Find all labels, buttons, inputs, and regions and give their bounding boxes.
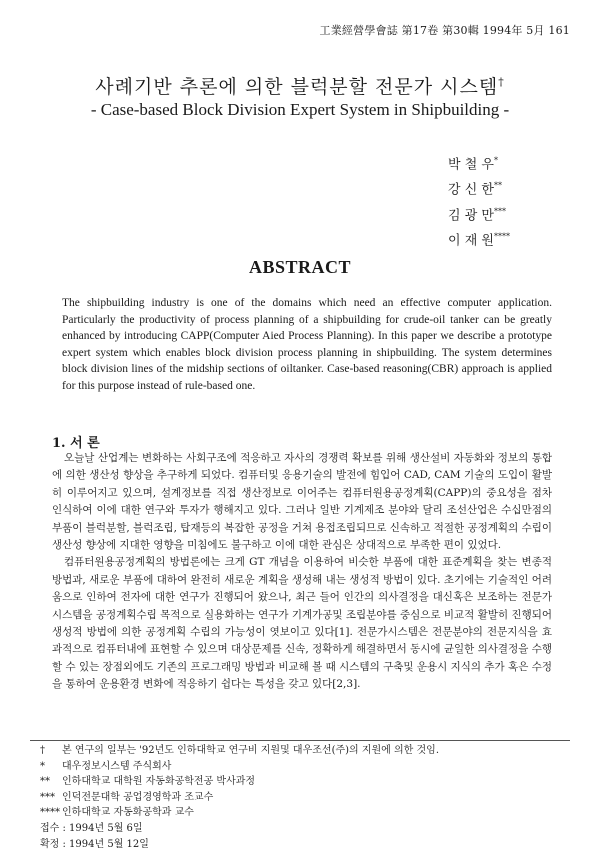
abstract-heading: ABSTRACT	[248, 257, 352, 277]
korean-title-text: 사례기반 추론에 의한 블럭분할 전문가 시스템	[95, 76, 499, 98]
author-entry	[448, 175, 510, 200]
body-paragraph: 오늘날 산업계는 변화하는 사회구조에 적응하고 자사의 경쟁력 확보를 위해 생산설비 자동화와 정보의 통합에 의한 생산성 향상을 추구하게 되었다. 컴퓨터및 응용기술의 발전에 힘입어 CAD, CAM 기술의 도입이 활발히 이루어지고 있으며, 설계정보를 직접 생산정보로 이어주는 컴퓨터원용공정계획(CAPP)의 중요성을 점차 인식하여 이에 대한 연구와 투자가 행해지고 있다. 그러나 일반 기계제조 분야와 달리 조선산업은 수십만점의 부품이 블럭분할, 블럭조립, 탑재등의 복잡한 공정을 거쳐 용접조립되므로 신속하고 적절한 공정계획의 수립이 생산성 향상에 지대한 영향을 미침에도 불구하고 이에 대한 관심은 상대적으로 부족한 편이 있었다.	[52, 452, 552, 552]
footnote	[40, 790, 560, 806]
footnote-mark: ****	[40, 807, 60, 819]
author-name: 이 재 원	[448, 233, 494, 249]
footnote-divider	[30, 740, 570, 741]
footnote-mark: *	[40, 760, 45, 772]
footnote-text: 인덕전문대학 공업경영학과 조교수	[62, 791, 214, 803]
author-affiliation-mark: ****	[493, 231, 510, 241]
footnotes	[40, 743, 560, 852]
body-paragraph: 컴퓨터원용공정계획의 방법론에는 크게 GT 개념을 이용하여 비슷한 부품에 대한 표준계획을 찾는 변종적 방법과, 새로운 부품에 대하여 완전히 새로운 계획을 생성해 내는 생성적 방법이 있다. 초기에는 기술적인 어려움으로 인하여 전자에 대한 연구가 진행되어 왔으나, 최근 들어 인간의 의사결정을 대신혹은 보조하는 전문가시스템을 공정계획수립 목적으로 실용화하는 연구가 기계가공및 조립분야를 중심으로 비교적 활발히 진행되어 생성적 방법에 의한 공정계획 수립의 가능성이 엿보이고 있다[1]. 전문가시스템은 전문분야의 전문지식을 효과적으로 컴퓨터내에 표현할 수 있으며 대상문제를 신속, 정확하게 해결하면서 동시에 균일한 의사결정을 수행할 수 있는 장점외에도 기존의 프로그래밍 방법과 비교해 볼 때 시스템의 구축및 운용시 지식의 추가 혹은 수정을 통하여 운용환경 변화에 적응하기 쉽다는 특성을 갖고 있다[2,3].	[52, 556, 552, 691]
abstract-text: The shipbuilding industry is one of the domains which need an effective computer application. Particularly the productivity of process planning of a shipbuilding for crude-oil tanker can be greatly enhanced by introducing CAPP(Computer Aied Process Planning). In this paper we describe a prototype expert system which enables block division process planning in shipbuilding. The system determines block division lines of the midship sections of oiltanker. Case-based reasoning(CBR) approach is applied for this purpose instead of rule-based one.	[62, 297, 552, 392]
title-footnote-mark: †	[498, 75, 505, 89]
english-title: - Case-based Block Division Expert System in Shipbuilding -	[90, 100, 510, 119]
introduction-body	[52, 450, 552, 694]
author-entry	[448, 201, 510, 226]
author-name: 강 신 한	[448, 182, 494, 198]
footnote	[40, 759, 560, 775]
footnote-text: 본 연구의 일부는 '92년도 인하대학교 연구비 지원및 대우조선(주)의 지원에 의한 것임.	[62, 745, 440, 756]
footnote-mark: ***	[40, 791, 55, 803]
footnote-text: 인하대학교 자동화공학과 교수	[62, 807, 194, 819]
author-name: 김 광 만	[448, 207, 494, 223]
author-affiliation-mark: **	[493, 181, 502, 191]
footnote	[40, 774, 560, 790]
footnote-text: 대우정보시스템 주식회사	[62, 760, 172, 772]
author-list	[448, 150, 510, 251]
footnote-mark: †	[40, 745, 45, 756]
received-date-text: 접수 : 1994년 5월 6일	[40, 822, 143, 834]
accepted-date-text: 확정 : 1994년 5월 12일	[40, 838, 149, 850]
footnote	[40, 743, 560, 759]
author-affiliation-mark: ***	[493, 206, 506, 216]
received-date	[40, 821, 560, 837]
footnote	[40, 805, 560, 821]
korean-title	[0, 72, 600, 99]
author-affiliation-mark: *	[493, 156, 498, 165]
footnote-mark: **	[40, 776, 50, 788]
section-heading: 1. 서 론	[52, 436, 100, 451]
author-entry	[448, 226, 510, 251]
author-name: 박 철 우	[448, 157, 494, 173]
journal-header: 工業經營學會誌 第17卷 第30輯 1994年 5月 161	[319, 24, 570, 37]
author-entry	[448, 150, 510, 175]
footnote-text: 인하대학교 대학원 자동화공학전공 박사과정	[62, 776, 256, 788]
